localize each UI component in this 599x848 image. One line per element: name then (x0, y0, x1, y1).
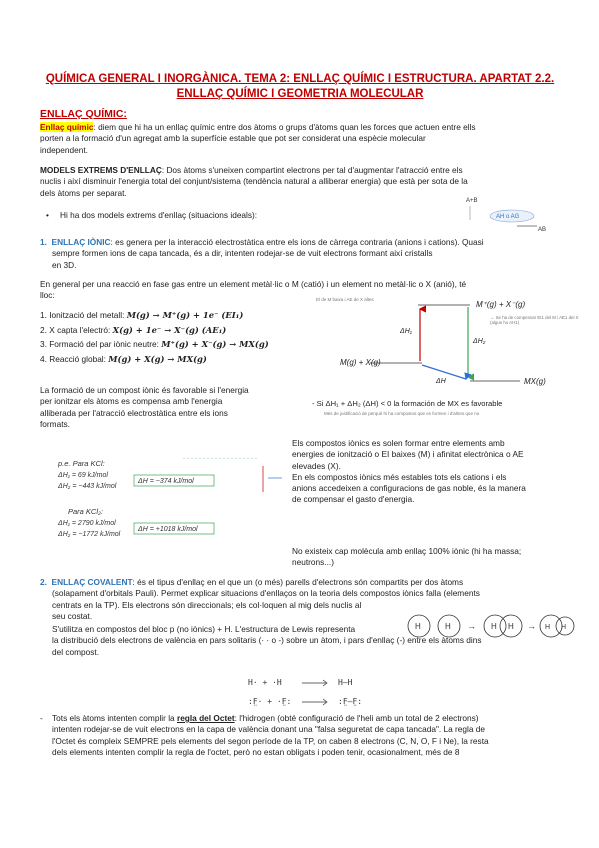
covalent-term: ENLLAÇ COVALENT (51, 577, 133, 587)
h-label: H (545, 624, 551, 631)
models-term: MODELS EXTREMS D'ENLLAÇ (40, 165, 162, 175)
ionic-step: 3. Formació del par iònic neutre: M⁺(g) + X⁻(g) → MX(g) (40, 339, 269, 349)
lewis-f2-right: :F̤—F̤: (338, 697, 363, 706)
arrow-dh (422, 365, 466, 379)
kcl-h2: ΔH₂ = −443 kJ/mol (58, 483, 117, 490)
label-dh: ΔH (436, 378, 446, 385)
covalent-lewis-paragraph: S'utilitza en compostos del bloc p (no iònics) + H. L'estructura de Lewis representa la distribució dels electrons de valència en pars solitaris (· · o -) sobre un àtom, i pars d'enllaç (-) entre els àtoms dins del compost. (52, 624, 482, 657)
label-top-right: M⁺(g) + X⁻(g) (476, 300, 526, 309)
ionic-gas-paragraph: En general per una reacció en fase gas entre un element metàl·lic o M (catió) i un element no metàl·lic o X (anió), té lloc: (40, 279, 467, 301)
ionic-right-text: Els compostos iònics es solen formar entre elements amb energies de ionització o EI baixes (M) i afinitat electrònica o AE elevades (X). En els compostos iònics més estables tots els cations i els anions accedeixen a configuracions de gas noble, és la manera de compensar el gasto d'energia. (292, 438, 526, 505)
ionic-step: 1. Ionització del metall: M(g) → M⁺(g) + 1e⁻ (EI₁) (40, 310, 244, 320)
label-dh2: ΔH₂ (473, 338, 486, 345)
energy-condition: - Si ΔH₁ + ΔH₂ (ΔH) < 0 la formación de MX es favorable (312, 399, 503, 408)
octet-rule-link: regla del Octet (176, 713, 235, 723)
ionic-favourable: La formació de un compost iònic és favorable si l'energia per ionitzar els àtoms es compensa amb l'energia alliberada per l'atracció electrostàtica entre els ions formats. (40, 385, 249, 429)
label-dh1: ΔH₁ (400, 328, 412, 335)
energy-note: → Se ha de compensar EI1 del M i AE1 del X (algun ho AH1) (490, 315, 579, 326)
definition-paragraph: Enllaç químic: diem que hi ha un enllaç químic entre dos àtoms o grups d'àtoms quan les forces que actuen entre ells porten a la formació d'un agregat amb la superfície estable que pot ser considerat una espècie molecular independent. (40, 122, 476, 155)
models-paragraph: MODELS EXTREMS D'ENLLAÇ: Dos àtoms s'uneixen compartint electrons per tal d'augmentar l'atracció entre els nuclis i així disminuir l'energia total del conjunt/sistema (tendència natural a alliberar energia) que està per sota de la dels àtoms per separat. (40, 165, 468, 198)
lewis-h2-right: H—H (338, 678, 353, 687)
kcl-examples (58, 458, 288, 560)
covalent-number: 2. (40, 577, 47, 587)
h-label: H (508, 622, 514, 631)
page-title (20, 72, 580, 102)
mini-bottom-label: AB (538, 227, 547, 233)
lewis-h2-left: H· + ·H (248, 678, 282, 687)
ionic-step: 4. Reacció global: M(g) + X(g) → MX(g) (40, 353, 207, 364)
section-heading: ENLLAÇ QUÍMIC: (40, 108, 127, 120)
ionic-steps (40, 308, 310, 366)
h-label: H (415, 622, 421, 631)
lewis-f2-left: :F̤· + ·F̤: (248, 697, 292, 706)
mini-top-label: A+B (466, 198, 478, 204)
kcl2-total: ΔH = +1018 kJ/mol (138, 526, 198, 533)
ionic-term: ENLLAÇ IÒNIC (51, 237, 111, 247)
ionic-number: 1. (40, 237, 47, 247)
kcl-h1: ΔH₁ = 69 kJ/mol (58, 472, 108, 479)
svg-text:→: → (527, 621, 536, 631)
models-bullet: • Hi ha dos models extrems d'enllaç (situacions ideals): (46, 210, 258, 220)
mini-energy-diagram (462, 194, 572, 236)
octet-paragraph: - Tots els àtoms intenten complir la regla del Octet: l'hidrogen (obté configuració de l'heli amb un total de 2 electrons) intenten rodejar-se de vuit electrons en la capa de valència donant una "falsa seguretat de capa tancada". La regla de l'Octet és compleix SEMPRE pels elements del segon període de la TP, on caben 8 electrons (C, N, O, F i Ne), la resta dels elements intenten complir la regla de l'octet, però no estan obligats i poden tenir, ocasionalment, més de 8 (40, 713, 489, 757)
h-label: H (445, 622, 451, 631)
label-left: M(g) + X(g) (340, 358, 381, 367)
h-atom-5 (540, 615, 562, 637)
energy-caption: El de M baixa i AE de X altes (316, 297, 374, 302)
h-orbital-diagram (405, 606, 575, 644)
kcl2-h1: ΔH₁ = 2790 kJ/mol (58, 520, 116, 527)
energy-condition-note: Més de justificació de perquè hi ha compostos que es formen i d'altres que no (324, 411, 480, 416)
kcl-title: p.e. Para KCl: (58, 459, 105, 468)
definition-term: Enllaç químic (40, 122, 94, 132)
lewis-arrows (300, 675, 330, 709)
ionic-no-molecule: No existeix cap molècula amb enllaç 100% iònic (hi ha massa; neutrons...) (292, 546, 522, 568)
kcl2-h2: ΔH₂ = −1772 kJ/mol (58, 531, 121, 538)
h-label: H (561, 624, 567, 631)
ionic-paragraph: 1. ENLLAÇ IÒNIC: es genera per la interacció electrostàtica entre els ions de càrrega contraria (anions i cations). Quasi sempre formen ions de capa tancada, és a dir, intenten rodejar-se de vuit electrons formant així cristalls en 3D. (40, 237, 484, 270)
covalent-paragraph: 2. ENLLAÇ COVALENT: és el tipus d'enllaç en el que un (o més) parells d'electrons són compartits per dos àtoms (solapament d'orbitals Pauli). Permet explicar situacions d'enllaços on la teoria dels compostos iònics falla (elements centrats en la TP). Els electrons són direccionals; els col·loquen al mig dels nuclis al seu costat. (40, 577, 480, 621)
energy-diagram (310, 293, 590, 418)
ionic-step: 2. X capta l'electró: X(g) + 1e⁻ → X⁻(g) (AE₁) (40, 324, 227, 335)
svg-text:→: → (467, 621, 476, 631)
page-title-line1: QUÍMICA GENERAL I INORGÀNICA. TEMA 2: ENLLAÇ QUÍMIC I ESTRUCTURA. APARTAT 2.2. (45, 73, 555, 85)
kcl2-title: Para KCl₂: (68, 507, 103, 516)
page-title-line2: ENLLAÇ QUÍMIC I GEOMETRIA MOLECULAR (176, 88, 424, 100)
label-bottom: MX(g) (524, 377, 546, 386)
kcl-total: ΔH = −374 kJ/mol (138, 478, 194, 485)
mini-mid-label: AH o AG (496, 214, 520, 220)
h-label: H (491, 622, 497, 631)
